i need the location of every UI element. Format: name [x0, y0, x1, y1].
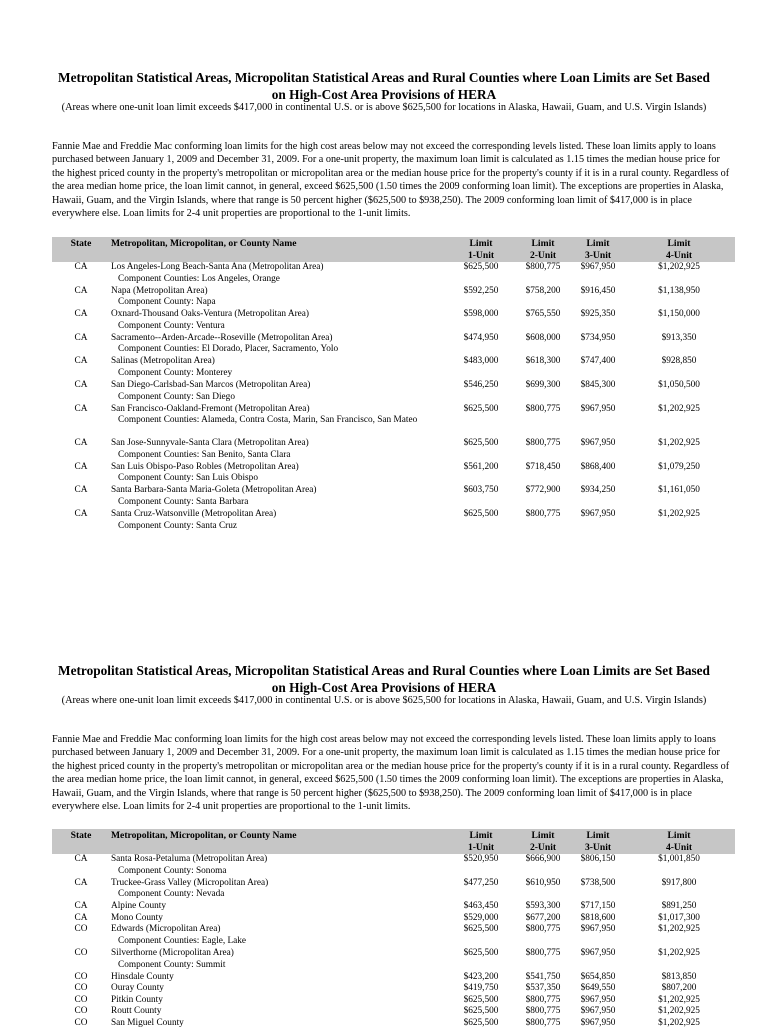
cell-unit-3: $967,950	[580, 438, 616, 449]
cell-unit-2: $800,775	[525, 403, 561, 414]
cell-name: San Jose-Sunnyvale-Santa Clara (Metropolitan Area)	[111, 438, 309, 449]
cell-unit-4: $1,079,250	[658, 461, 700, 472]
cell-unit-2: $618,300	[525, 356, 561, 367]
cell-name: Santa Rosa-Petaluma (Metropolitan Area)	[111, 854, 268, 864]
cell-component-counties: Component County: Nevada	[118, 889, 225, 900]
cell-unit-4: $1,202,925	[658, 1018, 700, 1028]
cell-unit-3: $734,950	[580, 332, 616, 343]
cell-unit-2: $718,450	[525, 461, 561, 472]
cell-unit-1: $423,200	[463, 971, 499, 982]
cell-unit-4: $891,250	[661, 901, 697, 912]
cell-unit-3: $868,400	[580, 461, 616, 472]
cell-component-counties: Component Counties: Eagle, Lake	[118, 936, 247, 947]
cell-name: Mono County	[111, 912, 163, 923]
cell-state: CA	[74, 403, 88, 414]
table-header	[52, 237, 735, 262]
cell-name: Salinas (Metropolitan Area)	[111, 356, 215, 367]
cell-name: San Francisco-Oakland-Fremont (Metropolitan Area)	[111, 403, 310, 414]
cell-state: CA	[74, 508, 88, 519]
header-unit-1: Limit 1-Unit	[467, 238, 495, 261]
cell-state: CO	[74, 948, 88, 958]
cell-unit-2: $800,775	[525, 508, 561, 519]
cell-unit-3: $916,450	[580, 285, 616, 296]
title-line-2: on High-Cost Area Provisions of HERA	[271, 680, 497, 695]
cell-unit-1: $561,200	[463, 461, 499, 472]
cell-unit-1: $625,500	[463, 508, 499, 519]
cell-unit-1: $625,500	[463, 1006, 499, 1017]
cell-unit-2: $593,300	[525, 901, 561, 912]
cell-name: Santa Cruz-Watsonville (Metropolitan Area)	[111, 508, 277, 519]
cell-name: Ouray County	[111, 983, 164, 994]
cell-unit-2: $758,200	[525, 285, 561, 296]
cell-state: CA	[74, 356, 88, 367]
cell-unit-1: $546,250	[463, 380, 499, 390]
cell-unit-4: $1,202,925	[658, 403, 700, 414]
cell-unit-3: $845,300	[580, 380, 616, 390]
cell-unit-1: $625,500	[463, 403, 499, 414]
cell-unit-3: $806,150	[580, 854, 616, 864]
cell-unit-2: $677,200	[525, 912, 561, 923]
cell-unit-1: $477,250	[463, 877, 499, 888]
cell-unit-1: $625,500	[463, 924, 499, 935]
cell-unit-4: $1,001,850	[658, 854, 700, 864]
page-title	[40, 69, 728, 103]
cell-unit-3: $967,950	[580, 1006, 616, 1017]
header-unit-2: Limit 2-Unit	[529, 238, 557, 261]
title-line-2: on High-Cost Area Provisions of HERA	[271, 87, 497, 102]
cell-unit-4: $1,202,925	[658, 924, 700, 935]
cell-state: CA	[74, 461, 88, 472]
cell-name: Napa (Metropolitan Area)	[111, 285, 208, 296]
cell-unit-4: $913,350	[661, 332, 697, 343]
cell-unit-3: $967,950	[580, 508, 616, 519]
cell-unit-4: $1,202,925	[658, 1006, 700, 1017]
cell-state: CO	[74, 983, 88, 994]
cell-unit-4: $1,161,050	[658, 485, 700, 496]
cell-unit-1: $419,750	[463, 983, 499, 994]
cell-unit-4: $1,202,925	[658, 262, 700, 272]
cell-name: Edwards (Micropolitan Area)	[111, 924, 221, 935]
cell-unit-2: $610,950	[525, 877, 561, 888]
cell-unit-2: $800,775	[525, 262, 561, 272]
cell-unit-2: $800,775	[525, 1006, 561, 1017]
header-unit-3: Limit 3-Unit	[584, 830, 612, 853]
header-unit-4: Limit 4-Unit	[665, 830, 693, 853]
cell-unit-2: $800,775	[525, 1018, 561, 1028]
cell-unit-4: $928,850	[661, 356, 697, 367]
cell-unit-3: $967,950	[580, 924, 616, 935]
title-line-1: Metropolitan Statistical Areas, Micropolitan Statistical Areas and Rural Counties where Loan Limits are Set Based	[58, 70, 710, 85]
cell-unit-2: $699,300	[525, 380, 561, 390]
cell-state: CO	[74, 971, 88, 982]
cell-unit-4: $807,200	[661, 983, 697, 994]
cell-unit-3: $967,950	[580, 403, 616, 414]
title-line-1: Metropolitan Statistical Areas, Micropolitan Statistical Areas and Rural Counties where Loan Limits are Set Based	[58, 663, 710, 678]
cell-component-counties: Component County: Ventura	[118, 320, 225, 331]
cell-component-counties: Component County: Sonoma	[118, 865, 227, 876]
cell-unit-1: $625,500	[463, 994, 499, 1005]
subtitle-2: (Areas where one-unit loan limit exceeds $417,000 in continental U.S. or is above $625,500 for locations in Alaska, Hawaii, Guam, and U.S. Virgin Islands)	[61, 695, 707, 706]
cell-component-counties: Component Counties: San Benito, Santa Clara	[118, 449, 291, 460]
cell-unit-1: $483,000	[463, 356, 499, 367]
cell-unit-3: $967,950	[580, 262, 616, 272]
cell-state: CA	[74, 262, 88, 272]
cell-unit-3: $818,600	[580, 912, 616, 923]
table-header-2	[52, 829, 735, 854]
cell-unit-2: $541,750	[525, 971, 561, 982]
cell-name: Routt County	[111, 1006, 162, 1017]
intro-paragraph-2: Fannie Mae and Freddie Mac conforming loan limits for the high cost areas below may not exceed the corresponding levels listed. These loan limits apply to loans purchased between January 1, 2009 and December 31, 2009. For a one-unit property, the maximum loan limit is calculated as 1.15 times the median house price for the highest priced county in the property's metropolitan or micropolitan area or the median house price for the property's county if it is in a rural county. Regardless of the area median home price, the loan limit cannot, in general, exceed $625,500 (1.50 times the 2009 conforming loan limit). The exceptions are properties in Alaska, Hawaii, Guam, and the Virgin Islands, where that range is 50 percent higher ($625,500 to $938,250). The 2009 conforming loan limit of $417,000 is in place everywhere else. Loan limits for 2-4 unit properties are proportional to the 1-unit limits.	[52, 734, 730, 813]
cell-name: San Miguel County	[111, 1018, 184, 1028]
cell-unit-1: $625,500	[463, 1018, 499, 1028]
cell-component-counties: Component Counties: Los Angeles, Orange	[118, 273, 280, 284]
cell-state: CO	[74, 1006, 88, 1017]
header-name: Metropolitan, Micropolitan, or County Name	[111, 238, 297, 249]
cell-unit-2: $800,775	[525, 438, 561, 449]
cell-state: CA	[74, 485, 88, 496]
header-state: State	[70, 830, 92, 841]
cell-name: Hinsdale County	[111, 971, 174, 982]
cell-unit-4: $1,202,925	[658, 438, 700, 449]
cell-unit-1: $598,000	[463, 309, 499, 320]
cell-state: CA	[74, 438, 88, 449]
cell-state: CA	[74, 309, 88, 320]
cell-unit-3: $717,150	[580, 901, 616, 912]
cell-unit-3: $738,500	[580, 877, 616, 888]
cell-unit-4: $1,150,000	[658, 309, 700, 320]
cell-component-counties: Component County: San Luis Obispo	[118, 473, 258, 484]
subtitle: (Areas where one-unit loan limit exceeds $417,000 in continental U.S. or is above $625,500 for locations in Alaska, Hawaii, Guam, and U.S. Virgin Islands)	[61, 102, 707, 113]
cell-name: Santa Barbara-Santa Maria-Goleta (Metropolitan Area)	[111, 485, 317, 496]
header-unit-2: Limit 2-Unit	[529, 830, 557, 853]
header-state: State	[70, 238, 92, 249]
cell-unit-3: $747,400	[580, 356, 616, 367]
cell-unit-1: $529,000	[463, 912, 499, 923]
cell-name: Pitkin County	[111, 994, 163, 1005]
intro-paragraph: Fannie Mae and Freddie Mac conforming loan limits for the high cost areas below may not exceed the corresponding levels listed. These loan limits apply to loans purchased between January 1, 2009 and December 31, 2009. For a one-unit property, the maximum loan limit is calculated as 1.15 times the median house price for the highest priced county in the property's metropolitan or micropolitan area or the median house price for the property's county if it is in a rural county. Regardless of the area median home price, the loan limit cannot, in general, exceed $625,500 (1.50 times the 2009 conforming loan limit). The exceptions are properties in Alaska, Hawaii, Guam, and the Virgin Islands, where that range is 50 percent higher ($625,500 to $938,250). The 2009 conforming loan limit of $417,000 is in place everywhere else. Loan limits for 2-4 unit properties are proportional to the 1-unit limits.	[52, 141, 730, 220]
cell-unit-3: $934,250	[580, 485, 616, 496]
cell-name: Los Angeles-Long Beach-Santa Ana (Metropolitan Area)	[111, 262, 324, 272]
header-unit-3: Limit 3-Unit	[584, 238, 612, 261]
cell-state: CO	[74, 994, 88, 1005]
cell-unit-2: $765,550	[525, 309, 561, 320]
header-unit-1: Limit 1-Unit	[467, 830, 495, 853]
cell-unit-3: $654,850	[580, 971, 616, 982]
cell-state: CA	[74, 332, 88, 343]
cell-state: CA	[74, 854, 88, 864]
cell-unit-1: $520,950	[463, 854, 499, 864]
cell-state: CO	[74, 1018, 88, 1028]
cell-component-counties: Component County: San Diego	[118, 391, 235, 402]
cell-unit-1: $603,750	[463, 485, 499, 496]
cell-name: Truckee-Grass Valley (Micropolitan Area)	[111, 877, 269, 888]
cell-name: Oxnard-Thousand Oaks-Ventura (Metropolitan Area)	[111, 309, 310, 320]
cell-state: CA	[74, 912, 88, 923]
cell-unit-3: $967,950	[580, 1018, 616, 1028]
cell-unit-3: $967,950	[580, 994, 616, 1005]
cell-unit-2: $800,775	[525, 948, 561, 958]
cell-unit-4: $917,800	[661, 877, 697, 888]
cell-unit-1: $463,450	[463, 901, 499, 912]
cell-unit-4: $1,202,925	[658, 948, 700, 958]
cell-unit-2: $800,775	[525, 924, 561, 935]
cell-component-counties: Component County: Monterey	[118, 368, 233, 379]
cell-unit-4: $1,017,300	[658, 912, 700, 923]
cell-state: CA	[74, 380, 88, 390]
cell-unit-1: $625,500	[463, 438, 499, 449]
header-name: Metropolitan, Micropolitan, or County Name	[111, 830, 297, 841]
cell-component-counties: Component County: Santa Cruz	[118, 520, 238, 531]
page-title-2	[40, 662, 728, 696]
cell-unit-2: $537,350	[525, 983, 561, 994]
cell-unit-3: $967,950	[580, 948, 616, 958]
cell-name: Sacramento--Arden-Arcade--Roseville (Metropolitan Area)	[111, 332, 333, 343]
cell-state: CA	[74, 901, 88, 912]
cell-unit-2: $608,000	[525, 332, 561, 343]
cell-name: Silverthorne (Micropolitan Area)	[111, 948, 234, 958]
cell-unit-2: $666,900	[525, 854, 561, 864]
cell-component-counties: Component Counties: Alameda, Contra Costa, Marin, San Francisco, San Mateo	[118, 415, 418, 426]
cell-unit-4: $1,202,925	[658, 994, 700, 1005]
cell-state: CA	[74, 285, 88, 296]
cell-unit-2: $800,775	[525, 994, 561, 1005]
cell-name: San Diego-Carlsbad-San Marcos (Metropolitan Area)	[111, 380, 311, 390]
cell-state: CO	[74, 924, 88, 935]
cell-unit-1: $625,500	[463, 948, 499, 958]
cell-name: San Luis Obispo-Paso Robles (Metropolitan Area)	[111, 461, 299, 472]
cell-unit-1: $625,500	[463, 262, 499, 272]
cell-component-counties: Component Counties: El Dorado, Placer, Sacramento, Yolo	[118, 344, 339, 355]
cell-unit-1: $592,250	[463, 285, 499, 296]
header-unit-4: Limit 4-Unit	[665, 238, 693, 261]
cell-unit-3: $649,550	[580, 983, 616, 994]
cell-state: CA	[74, 877, 88, 888]
cell-unit-4: $1,138,950	[658, 285, 700, 296]
cell-component-counties: Component County: Napa	[118, 297, 216, 308]
cell-unit-4: $1,202,925	[658, 508, 700, 519]
cell-unit-3: $925,350	[580, 309, 616, 320]
cell-unit-2: $772,900	[525, 485, 561, 496]
cell-name: Alpine County	[111, 901, 167, 912]
cell-unit-1: $474,950	[463, 332, 499, 343]
cell-component-counties: Component County: Santa Barbara	[118, 496, 249, 507]
cell-component-counties: Component County: Summit	[118, 959, 226, 970]
cell-unit-4: $813,850	[661, 971, 697, 982]
cell-unit-4: $1,050,500	[658, 380, 700, 390]
